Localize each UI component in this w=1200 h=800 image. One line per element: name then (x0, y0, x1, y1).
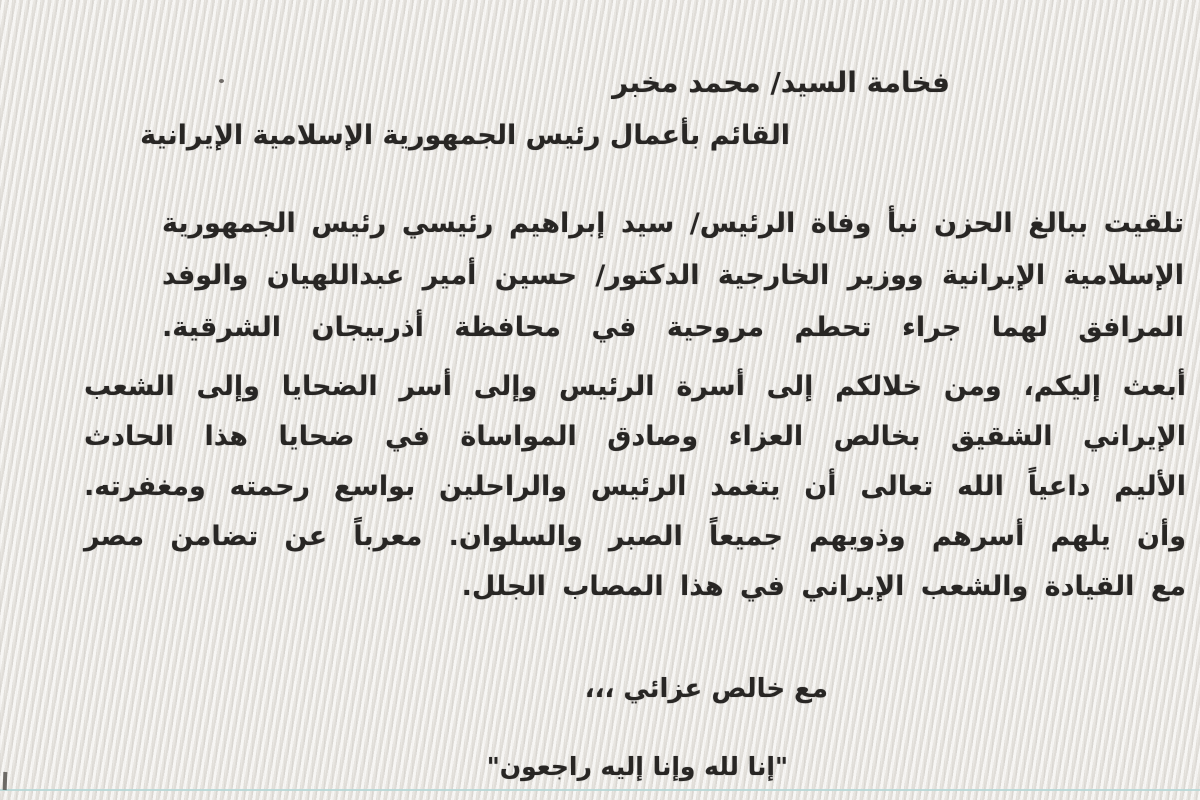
body-line: الإسلامية الإيرانية ووزير الخارجية الدكتور/ حسين أمير عبداللهيان والوفد (162, 260, 1184, 291)
closing-salutation: مع خالص عزائي ،،، (584, 674, 828, 704)
recipient-title-line: القائم بأعمال رئيس الجمهورية الإسلامية الإيرانية (140, 120, 790, 151)
body-line: الإيراني الشقيق بخالص العزاء وصادق المواساة في ضحايا هذا الحادث (84, 421, 1186, 452)
body-line-last: مع القيادة والشعب الإيراني في هذا المصاب الجلل. (461, 571, 1186, 602)
body-line: الأليم داعياً الله تعالى أن يتغمد الرئيس والراحلين بواسع رحمته ومغفرته. (84, 471, 1186, 502)
bottom-edge-rule (0, 789, 1200, 791)
paragraph-accident-news (162, 198, 1184, 354)
recipient-name-line: فخامة السيد/ محمد مخبر (612, 66, 950, 99)
body-line: أبعث إليكم، ومن خلالكم إلى أسرة الرئيس وإلى أسر الضحايا وإلى الشعب (84, 371, 1186, 402)
body-line: المرافق لهما جراء تحطم مروحية في محافظة أذربيجان الشرقية. (162, 312, 1184, 343)
paragraph-condolences (84, 362, 1186, 612)
scan-speck-artifact (219, 79, 224, 83)
body-line: وأن يلهم أسرهم وذويهم جميعاً الصبر والسلوان. معرباً عن تضامن مصر (84, 521, 1186, 552)
bottom-left-scan-mark (3, 772, 8, 790)
body-line: تلقيت ببالغ الحزن نبأ وفاة الرئيس/ سيد إبراهيم رئيسي رئيس الجمهورية (162, 208, 1184, 239)
istirja-quranic-phrase: "إنا لله وإنا إليه راجعون" (486, 752, 788, 781)
